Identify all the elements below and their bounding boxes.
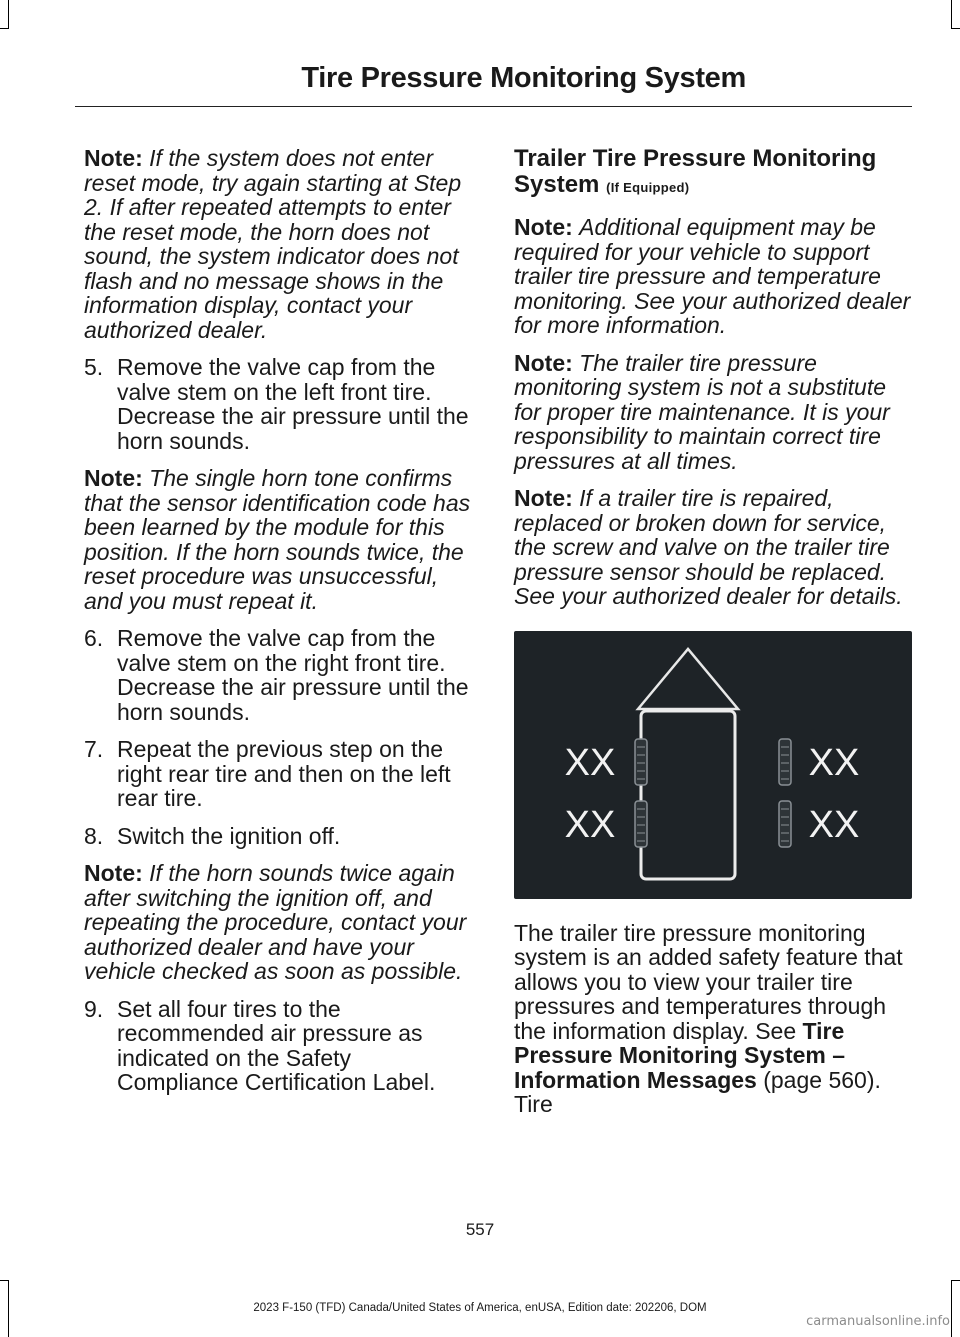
step-6 <box>84 626 478 724</box>
note-text: Additional equipment may be required for your vehicle to support trailer tire pressure and temperature monitoring. See your authorized dealer for more information. <box>514 214 911 338</box>
note-tire-repaired <box>514 486 912 609</box>
step-9 <box>84 997 478 1095</box>
step-8 <box>84 824 478 849</box>
note-label: Note: <box>514 485 573 511</box>
step-text: Repeat the previous step on the right rear tire and then on the left rear tire. <box>117 736 451 811</box>
crop-mark-bottom-left-h <box>0 1280 9 1281</box>
note-reset-mode <box>84 146 478 342</box>
section-heading-suffix: (If Equipped) <box>606 180 690 195</box>
pressure-front-left: XX <box>564 741 616 784</box>
note-text: The trailer tire pressure monitoring system is not a substitute for proper tire maintenance. It is your responsibility to maintain correct tire pressures at all times. <box>514 349 890 474</box>
body-text-tail: Tire <box>514 1091 553 1117</box>
step-text: Remove the valve cap from the valve stem on the right front tire. Decrease the air pressure until the horn sounds. <box>117 625 469 725</box>
tire-front-left-icon <box>635 739 647 785</box>
tire-rear-right-icon <box>779 801 791 847</box>
step-number: 7. <box>84 736 104 762</box>
trailer-tpms-description <box>514 921 912 1117</box>
note-additional-equipment <box>514 215 912 338</box>
note-horn-twice <box>84 861 478 984</box>
step-number: 5. <box>84 354 104 380</box>
page-footer: 2023 F-150 (TFD) Canada/United States of America, enUSA, Edition date: 202206, DOM <box>253 1302 707 1314</box>
cross-reference-page: (page 560). <box>763 1066 881 1093</box>
note-text: If the horn sounds twice again after switching the ignition off, and repeating the procedure, contact your authorized dealer and have your vehicle checked as soon as possible. <box>84 860 467 984</box>
trailer-body-icon <box>641 711 735 879</box>
note-text: If a trailer tire is repaired, replaced or broken down for service, the screw and valve on the trailer tire pressure sensor should be replaced. See your authorized dealer for details. <box>514 485 903 609</box>
crop-mark-top-left-h <box>0 28 9 29</box>
section-heading <box>514 146 912 201</box>
trailer-hitch-icon <box>638 649 738 709</box>
note-label: Note: <box>514 349 573 376</box>
body-text: The trailer tire pressure monitoring system is an added safety feature that allows you to view your trailer tire pressures and temperatures through the information display. See <box>514 919 903 1044</box>
step-text: Set all four tires to the recommended air pressure as indicated on the Safety Compliance Certification Label. <box>117 995 436 1095</box>
section-heading-text: Trailer Tire Pressure Monitoring System <box>514 145 877 198</box>
step-5 <box>84 355 478 453</box>
right-column <box>514 146 912 1130</box>
note-text: If the system does not enter reset mode, try again starting at Step 2. If after repeated attempts to enter the reset mode, the horn does not sound, the system indicator does not flash and no message shows in the information display, contact your authorized dealer. <box>84 145 462 343</box>
page-number: 557 <box>465 1220 495 1239</box>
crop-mark-bottom-right-h <box>951 1280 960 1281</box>
pressure-rear-left: XX <box>564 803 616 846</box>
step-number: 9. <box>84 995 104 1022</box>
note-not-substitute <box>514 351 912 474</box>
step-text: Remove the valve cap from the valve stem on the left front tire. Decrease the air pressure until the horn sounds. <box>117 354 469 454</box>
header-divider <box>75 106 912 107</box>
crop-mark-top-left <box>8 0 9 28</box>
step-7 <box>84 737 478 811</box>
tire-rear-left-icon <box>635 801 647 847</box>
tire-front-right-icon <box>779 739 791 785</box>
note-label: Note: <box>84 860 143 886</box>
step-number: 6. <box>84 625 104 651</box>
pressure-rear-right: XX <box>808 803 860 846</box>
left-column <box>84 146 478 1108</box>
crop-mark-top-right-h <box>951 28 960 29</box>
trailer-tpms-display-figure <box>514 631 912 899</box>
note-label: Note: <box>84 465 143 491</box>
watermark: carmanualsonline.info <box>806 1314 950 1329</box>
page-header-title: Tire Pressure Monitoring System <box>301 62 746 94</box>
cross-reference-link[interactable]: Tire Pressure Monitoring System – Information Messages <box>514 1017 846 1093</box>
crop-mark-top-right <box>951 0 952 28</box>
note-text: The single horn tone confirms that the sensor identification code has been learned by the module for this position. If the horn sounds twice, the reset procedure was unsuccessful, and you must repeat it. <box>84 465 471 614</box>
pressure-front-right: XX <box>808 741 860 784</box>
step-number: 8. <box>84 822 104 849</box>
note-label: Note: <box>514 214 573 240</box>
step-text: Switch the ignition off. <box>117 822 341 849</box>
note-label: Note: <box>84 145 143 171</box>
note-horn-tone <box>84 466 478 613</box>
